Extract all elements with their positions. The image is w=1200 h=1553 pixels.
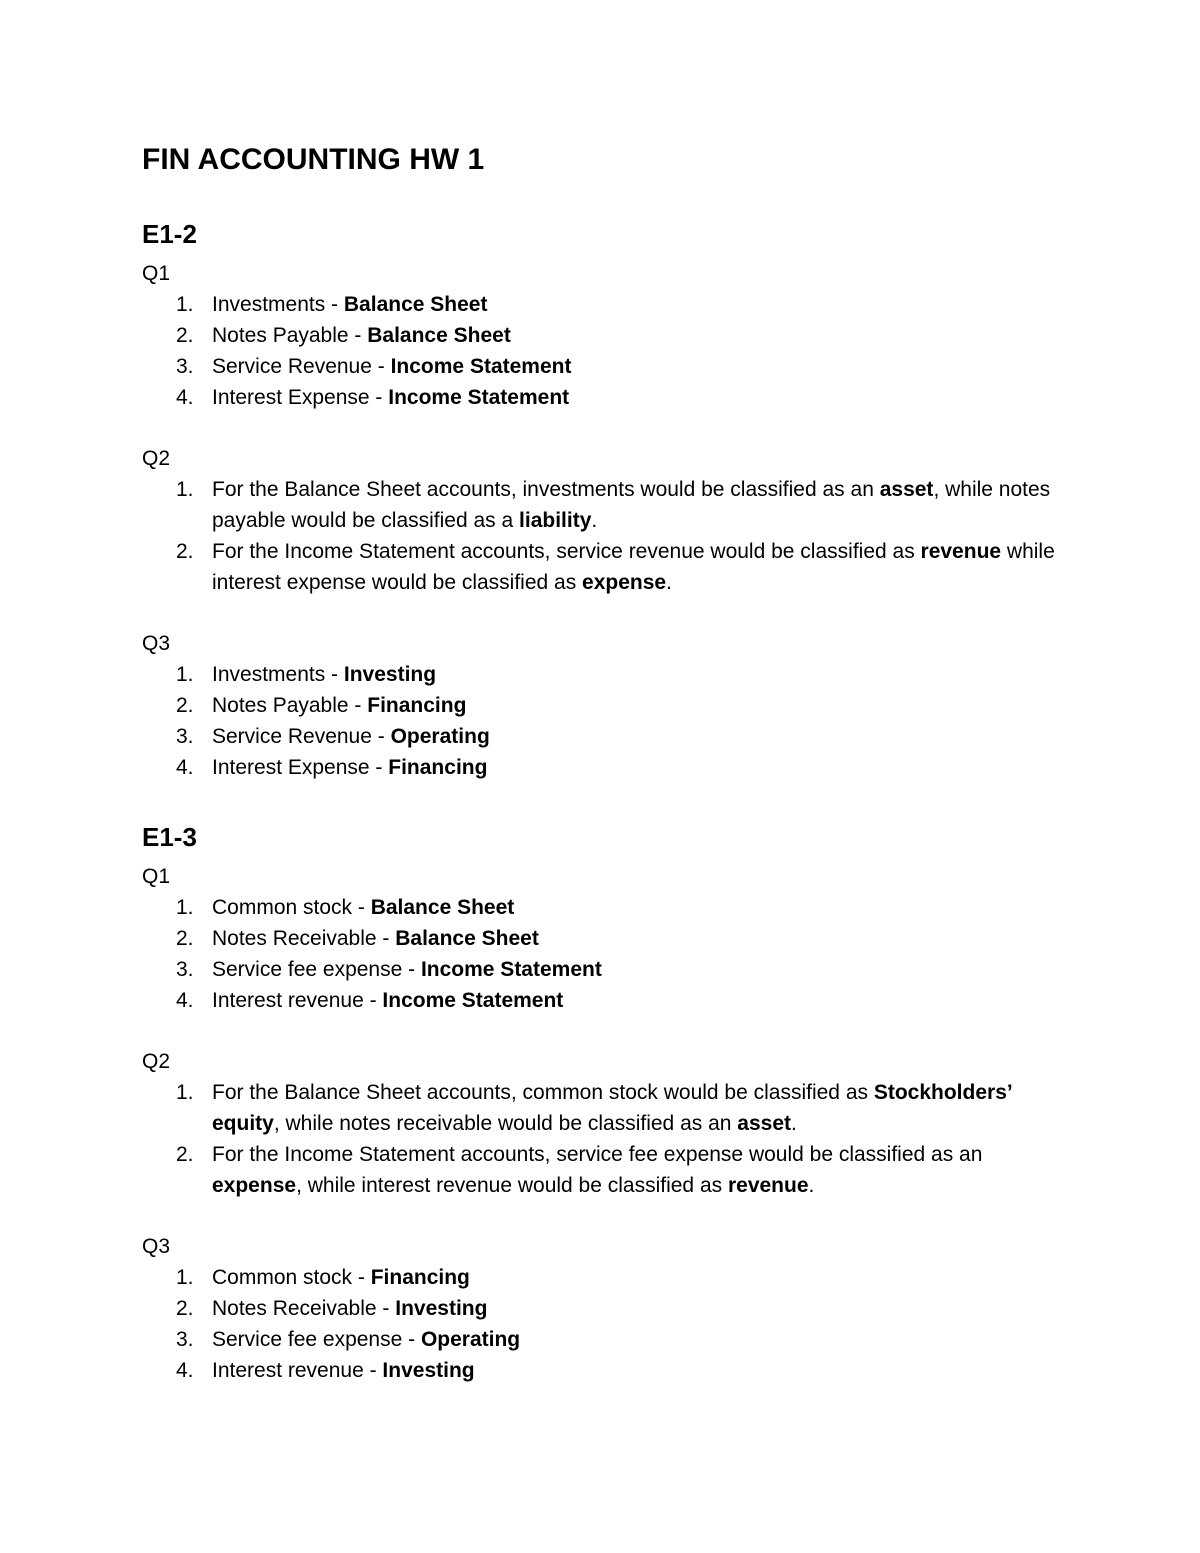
list-item: [142, 690, 1060, 721]
answer-text: , while notes receivable would be classified as an: [273, 1112, 738, 1135]
answer-bold-text: revenue: [727, 1174, 809, 1197]
list-item: [142, 1355, 1060, 1386]
question-block-q2: [142, 443, 1060, 598]
list-item: [142, 1262, 1060, 1293]
list-item: [142, 1324, 1060, 1355]
list-item: [142, 752, 1060, 783]
list-item: [142, 1293, 1060, 1324]
answer-bold-text: Income Statement: [388, 386, 570, 409]
document-body: [142, 216, 1060, 1386]
answer-bold-text: Income Statement: [382, 989, 564, 1012]
answer-list: [142, 474, 1060, 598]
answer-bold-text: Balance Sheet: [367, 324, 511, 347]
answer-text: Notes Receivable -: [212, 1297, 396, 1320]
list-number: 1.: [176, 896, 194, 919]
section-e1-2: [142, 216, 1060, 783]
answer-bold-text: Balance Sheet: [395, 927, 539, 950]
list-number: 3.: [176, 958, 194, 981]
answer-bold-text: expense: [212, 1174, 297, 1197]
answer-text: Common stock -: [212, 896, 371, 919]
answer-text: For the Balance Sheet accounts, investments would be classified as an: [212, 478, 880, 501]
list-number: 3.: [176, 725, 194, 748]
answer-text: .: [791, 1112, 797, 1135]
answer-text: Interest Expense -: [212, 756, 389, 779]
list-number: 4.: [176, 386, 194, 409]
answer-text: Interest revenue -: [212, 1359, 383, 1382]
answer-text: Interest Expense -: [212, 386, 389, 409]
answer-text: , while interest revenue would be classified as: [296, 1174, 728, 1197]
list-number: 1.: [176, 478, 194, 501]
answer-bold-text: Operating: [390, 725, 490, 748]
list-item: [142, 892, 1060, 923]
answer-list: [142, 892, 1060, 1016]
answer-list: [142, 659, 1060, 783]
list-item: [142, 351, 1060, 382]
answer-text: Service fee expense -: [212, 958, 421, 981]
list-item: [142, 923, 1060, 954]
answer-bold-text: Operating: [420, 1328, 521, 1351]
list-item: [142, 721, 1060, 752]
answer-list: [142, 1077, 1060, 1201]
answer-list: [142, 289, 1060, 413]
section-heading: E1-3: [142, 822, 197, 852]
answer-text: Common stock -: [212, 1266, 371, 1289]
answer-bold-text: Income Statement: [420, 958, 602, 981]
answer-bold-text: Balance Sheet: [370, 896, 515, 919]
section-e1-3: [142, 819, 1060, 1386]
list-item: [142, 1077, 1060, 1139]
list-number: 2.: [176, 1143, 194, 1166]
list-number: 2.: [176, 927, 194, 950]
answer-bold-text: Balance Sheet: [343, 293, 488, 316]
answer-text: , while notes payable would be classified as a: [212, 478, 1051, 532]
answer-text: Service Revenue -: [212, 355, 391, 378]
list-item: [142, 536, 1060, 598]
answer-text: Investments -: [212, 663, 344, 686]
list-number: 4.: [176, 756, 194, 779]
answer-text: Notes Receivable -: [212, 927, 396, 950]
question-block-q2: [142, 1046, 1060, 1201]
answer-bold-text: Stockholders’ equity: [212, 1081, 1012, 1135]
list-number: 2.: [176, 694, 194, 717]
list-item: [142, 954, 1060, 985]
answer-bold-text: asset: [737, 1112, 791, 1135]
list-number: 3.: [176, 1328, 194, 1351]
question-label: Q1: [142, 262, 171, 285]
list-number: 2.: [176, 324, 194, 347]
answer-bold-text: asset: [879, 478, 934, 501]
answer-bold-text: liability: [519, 509, 592, 532]
question-block-q3: [142, 1231, 1060, 1386]
answer-text: Interest revenue -: [212, 989, 383, 1012]
document-title: FIN ACCOUNTING HW 1: [142, 143, 485, 176]
list-number: 2.: [176, 540, 194, 563]
answer-text: .: [808, 1174, 815, 1197]
answer-text: while interest expense would be classified as: [212, 540, 1055, 594]
answer-text: Service fee expense -: [212, 1328, 421, 1351]
question-block-q1: [142, 258, 1060, 413]
list-number: 1.: [176, 663, 194, 686]
answer-text: Service Revenue -: [212, 725, 391, 748]
list-number: 4.: [176, 989, 194, 1012]
list-number: 2.: [176, 1297, 194, 1320]
answer-text: .: [666, 571, 672, 594]
answer-bold-text: expense: [582, 571, 667, 594]
list-number: 1.: [176, 293, 194, 316]
list-item: [142, 1139, 1060, 1201]
list-number: 1.: [176, 1266, 194, 1289]
answer-text: For the Income Statement accounts, service fee expense would be classified as an: [212, 1143, 983, 1166]
list-number: 3.: [176, 355, 194, 378]
answer-text: For the Balance Sheet accounts, common stock would be classified as: [212, 1081, 874, 1104]
answer-bold-text: Financing: [367, 694, 467, 717]
answer-bold-text: Financing: [388, 756, 488, 779]
question-label: Q3: [142, 632, 171, 655]
question-block-q3: [142, 628, 1060, 783]
answer-bold-text: Financing: [370, 1266, 470, 1289]
question-label: Q2: [142, 1050, 171, 1073]
list-item: [142, 659, 1060, 690]
answer-text: .: [591, 509, 598, 532]
answer-bold-text: Income Statement: [390, 355, 572, 378]
list-item: [142, 474, 1060, 536]
answer-text: Notes Payable -: [212, 694, 368, 717]
answer-bold-text: Investing: [395, 1297, 488, 1320]
answer-text: Investments -: [212, 293, 344, 316]
question-block-q1: [142, 861, 1060, 1016]
list-item: [142, 289, 1060, 320]
list-number: 1.: [176, 1081, 194, 1104]
question-label: Q2: [142, 447, 171, 470]
list-number: 4.: [176, 1359, 194, 1382]
answer-list: [142, 1262, 1060, 1386]
list-item: [142, 320, 1060, 351]
question-label: Q3: [142, 1235, 171, 1258]
answer-bold-text: Investing: [382, 1359, 475, 1382]
answer-bold-text: revenue: [920, 540, 1002, 563]
list-item: [142, 985, 1060, 1016]
answer-text: For the Income Statement accounts, service revenue would be classified as: [212, 540, 921, 563]
answer-text: Notes Payable -: [212, 324, 368, 347]
answer-bold-text: Investing: [343, 663, 437, 686]
section-heading: E1-2: [142, 219, 197, 249]
question-label: Q1: [142, 865, 171, 888]
list-item: [142, 382, 1060, 413]
